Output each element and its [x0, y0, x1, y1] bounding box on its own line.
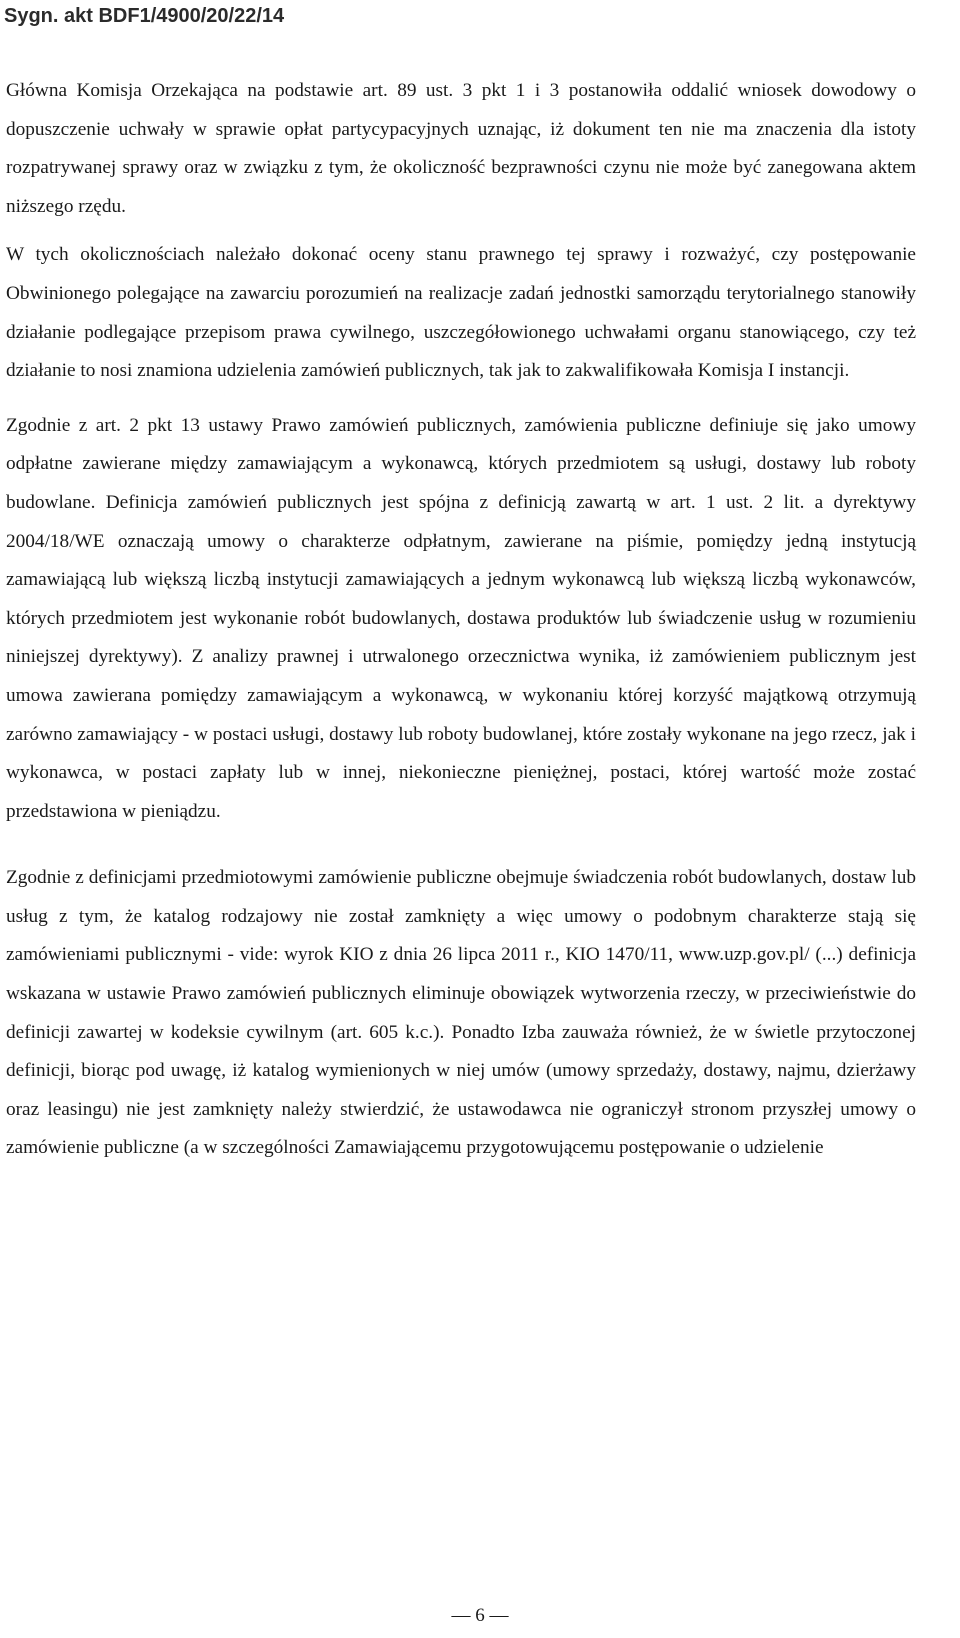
paragraph-1: Główna Komisja Orzekająca na podstawie art. 89 ust. 3 pkt 1 i 3 postanowiła oddalić wniosek dowodowy o dopuszczenie uchwały w sprawie opłat partycypacyjnych uznając, iż dokument ten nie ma znaczenia dla istoty rozpatrywanej sprawy oraz w związku z tym, że okoliczność bezprawności czynu nie może być zanegowana aktem niższego rzędu.	[6, 80, 916, 217]
case-reference: Sygn. akt BDF1/4900/20/22/14	[4, 5, 285, 27]
document-body	[6, 72, 916, 1168]
page-number: — 6 —	[451, 1605, 509, 1626]
paragraph-3: Zgodnie z art. 2 pkt 13 ustawy Prawo zamówień publicznych, zamówienia publiczne definiuje się jako umowy odpłatne zawierane między zamawiającym a wykonawcą, których przedmiotem są usługi, dostawy lub roboty budowlane. Definicja zamówień publicznych jest spójna z definicją zawartą w art. 1 ust. 2 lit. a dyrektywy 2004/18/WE oznaczają umowy o charakterze odpłatnym, zawierane na piśmie, pomiędzy jedną instytucją zamawiającą lub większą liczbą instytucji zamawiających a jednym wykonawcą lub większą liczbą wykonawców, których przedmiotem jest wykonanie robót budowlanych, dostawa produktów lub świadczenie usług w rozumieniu niniejszej dyrektywy). Z analizy prawnej i utrwalonego orzecznictwa wynika, iż zamówieniem publicznym jest umowa zawierana pomiędzy zamawiającym a wykonawcą, w wykonaniu której korzyść majątkową otrzymują zarówno zamawiający - w postaci usługi, dostawy lub roboty budowlanej, które zostały wykonane na jego rzecz, jak i wykonawca, w postaci zapłaty lub w innej, niekonieczne pieniężnej, postaci, której wartość może zostać przedstawiona w pieniądzu.	[6, 414, 916, 822]
paragraph-2: W tych okolicznościach należało dokonać oceny stanu prawnego tej sprawy i rozważyć, czy postępowanie Obwinionego polegające na zawarciu porozumień na realizacje zadań jednostki samorządu terytorialnego stanowiły działanie podlegające przepisom prawa cywilnego, uszczegółowionego uchwałami organu stanowiącego, czy też działanie to nosi znamiona udzielenia zamówień publicznych, tak jak to zakwalifikowała Komisja I instancji.	[6, 244, 916, 382]
paragraph-4: Zgodnie z definicjami przedmiotowymi zamówienie publiczne obejmuje świadczenia robót budowlanych, dostaw lub usług z tym, że katalog rodzajowy nie został zamknięty a więc umowy o podobnym charakterze stają się zamówieniami publicznymi - vide: wyrok KIO z dnia 26 lipca 2011 r., KIO 1470/11, www.uzp.gov.pl/ (...) definicja wskazana w ustawie Prawo zamówień publicznych eliminuje obowiązek wytworzenia rzeczy, w przeciwieństwie do definicji zawartej w kodeksie cywilnym (art. 605 k.c.). Ponadto Izba zauważa również, że w świetle przytoczonej definicji, biorąc pod uwagę, iż katalog wymienionych w niej umów (umowy sprzedaży, dostawy, najmu, dzierżawy oraz leasingu) nie jest zamknięty należy stwierdzić, że ustawodawca nie ograniczył stronom przyszłej umowy o zamówienie publiczne (a w szczególności Zamawiającemu przygotowującemu postępowanie o udzielenie	[6, 867, 916, 1159]
paragraph-spacer	[6, 226, 916, 236]
paragraph-spacer	[6, 391, 916, 407]
paragraph-spacer	[6, 831, 916, 859]
